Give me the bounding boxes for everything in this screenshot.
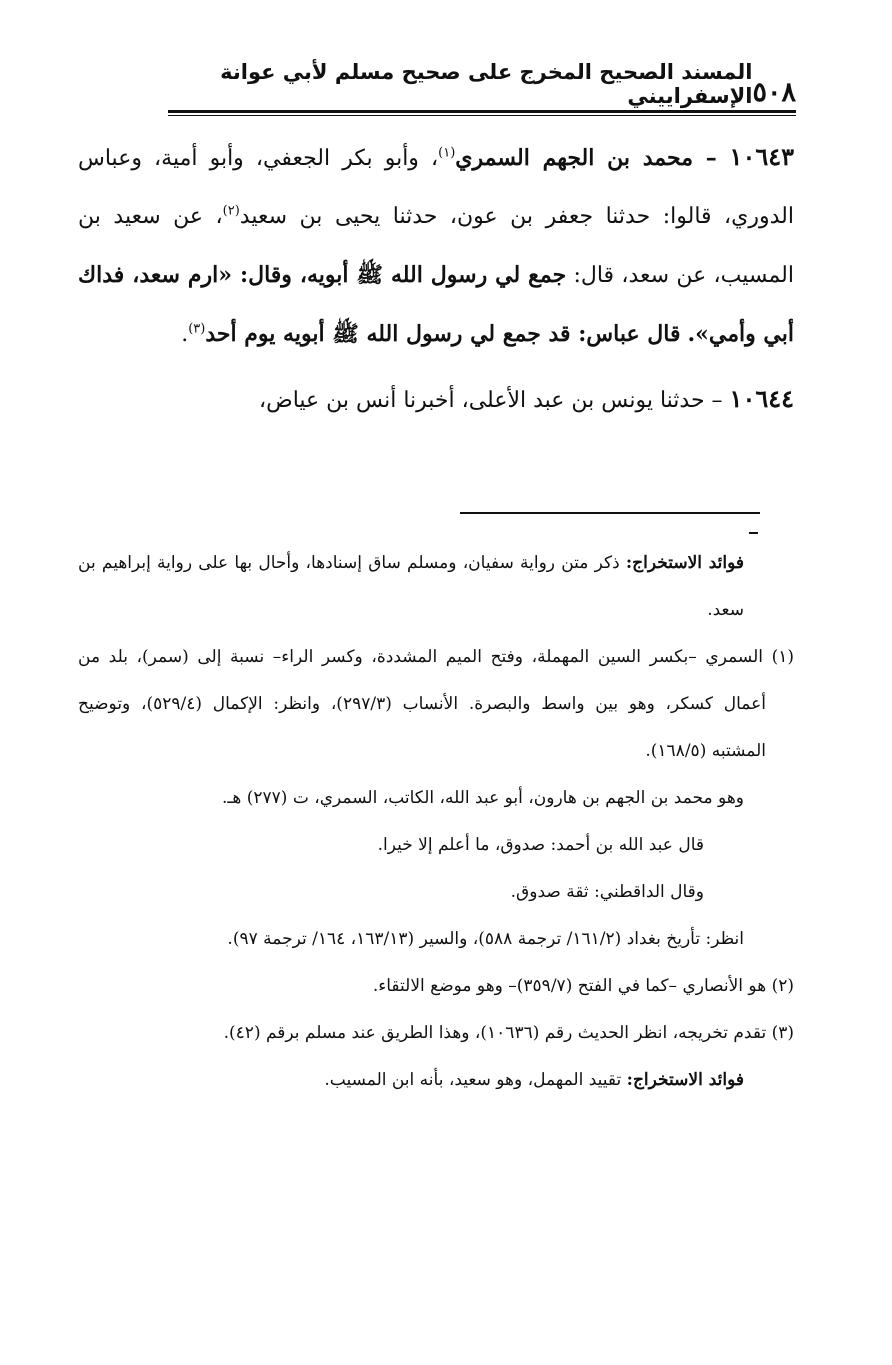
footnote-1: (١) السمري –بكسر السين المهملة، وفتح الميم المشددة، وكسر الراء– نسبة إلى (سمر)، بلد من أعمال كسكر، وهو بين واسط والبصرة. الأنساب (٢٩٧/٣)، وانظر: الإكمال (٥٢٩/٤)، وتوضيح المشتبه (١٦٨/٥). (78, 647, 794, 761)
hadith-text: – حدثنا يونس بن عبد الأعلى، أخبرنا أنس بن عياض، (259, 388, 730, 413)
benefits-label: فوائد الاستخراج: (625, 553, 745, 573)
footnote-1-quote: وقال الداقطني: ثقة صدوق. (510, 882, 704, 902)
book-title: المسند الصحيح المخرج على صحيح مسلم لأبي عوانة الإسفراييني (220, 60, 753, 108)
benefits-label: فوائد الاستخراج: (626, 1070, 744, 1090)
footnote-ref: (٣) (188, 321, 206, 337)
hadith-number: ١٠٦٤٣ (729, 142, 794, 171)
hadith-10643 (78, 128, 794, 364)
footnote-3: (٣) تقدم تخريجه، انظر الحديث رقم (١٠٦٣٦)، وهذا الطريق عند مسلم برقم (٤٢). (223, 1023, 794, 1043)
main-text (78, 128, 794, 430)
page-header (168, 60, 796, 108)
footnote-separator (460, 512, 760, 514)
hadith-text: – محمد بن الجهم السمري (455, 145, 730, 171)
hadith-text: ، عن سعيد بن المسيب، عن سعد، قال: (78, 204, 794, 288)
page-number: ٥٠٨ (752, 77, 796, 108)
footnote-ref: (٢) (222, 203, 240, 219)
footnote-ref: (١) (438, 145, 456, 161)
hadith-text: . (181, 322, 189, 347)
footnote-text: تقييد المهمل، وهو سعيد، بأنه ابن المسيب. (324, 1070, 627, 1090)
hadith-10644 (78, 370, 794, 430)
hadith-number: ١٠٦٤٤ (729, 384, 794, 413)
footnote-marker (749, 532, 758, 534)
footnote-1-bio: وهو محمد بن الجهم بن هارون، أبو عبد الله، الكاتب، السمري، ت (٢٧٧) هـ. (222, 788, 744, 808)
footnote-text: ذكر متن رواية سفيان، ومسلم ساق إسنادها، وأحال بها على رواية إبراهيم بن سعد. (78, 553, 744, 620)
hadith-text: ، وأبو بكر الجعفي، وأبو أمية، وعباس الدوري، قالوا: حدثنا جعفر بن عون، حدثنا يحيى بن سعيد (78, 146, 794, 229)
footnote-benefits (78, 1057, 794, 1104)
footnote-benefits (78, 540, 794, 634)
hadith-matn: قال عباس: قد جمع لي رسول الله ﷺ أبويه يوم أحد (205, 321, 681, 347)
header-rule (168, 110, 796, 113)
hadith-text (681, 322, 688, 347)
header-rule-thin (168, 115, 796, 116)
hadith-matn: جمع لي رسول الله ﷺ أبويه، وقال: «ارم سعد، فداك أبي وأمي». (78, 262, 794, 347)
footnotes (78, 540, 794, 1104)
footnote-2: (٢) هو الأنصاري –كما في الفتح (٣٥٩/٧)– وهو موضع الالتقاء. (372, 976, 794, 996)
footnote-1-refs: انظر: تأريخ بغداد (١٦١/٢/ ترجمة ٥٨٨)، والسير (١٦٣/١٣، ١٦٤/ ترجمة ٩٧). (227, 929, 744, 949)
footnote-1-quote: قال عبد الله بن أحمد: صدوق، ما أعلم إلا خيرا. (377, 835, 704, 855)
